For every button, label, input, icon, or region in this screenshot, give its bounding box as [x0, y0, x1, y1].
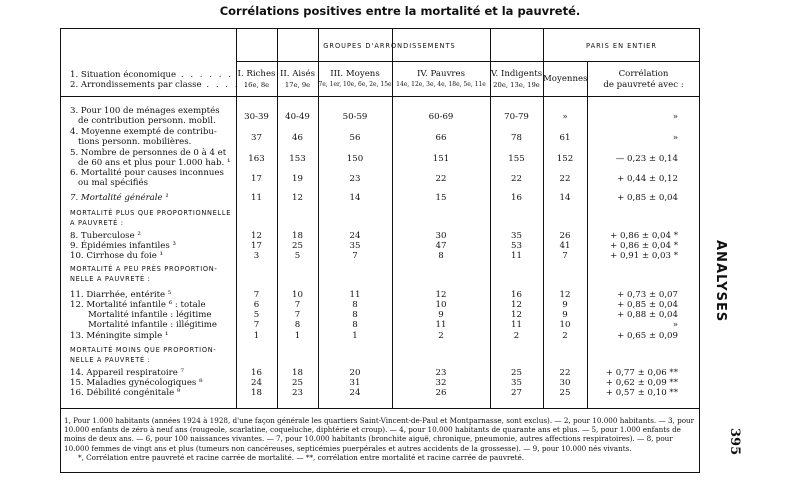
- row-label-cont: ou mal spécifiés: [78, 178, 148, 188]
- row-label: 13. Méningite simple ¹: [70, 331, 169, 341]
- row-label: 11. Diarrhée, entérite ⁵: [70, 290, 172, 300]
- header-bottom-rule: [60, 96, 700, 97]
- cell-value: 66: [435, 133, 447, 143]
- cell-value: 8: [352, 310, 358, 320]
- col-arr-riches: 16e, 8e: [243, 81, 270, 89]
- cell-value: 12: [435, 290, 447, 300]
- cell-value: 50-59: [342, 112, 368, 122]
- page-number: 395: [727, 428, 742, 456]
- cell-value: 19: [292, 174, 303, 184]
- row-label: 5. Nombre de personnes de 0 à 4 et: [70, 148, 227, 158]
- cell-correlation: + 0,44 ± 0,12: [617, 174, 678, 184]
- cell-value: 1: [253, 331, 260, 341]
- row-label-cont: de contribution personn. mobil.: [78, 116, 216, 126]
- cell-value: 25: [511, 368, 522, 378]
- cell-value: 35: [511, 378, 522, 388]
- cell-value: 18: [251, 388, 262, 398]
- row-label: 16. Débilité congénitale ⁹: [70, 388, 181, 398]
- col-arr-aises: 17e, 9e: [284, 81, 311, 89]
- section-heading-cont: A PAUVRETÉ :: [70, 219, 124, 227]
- row-label-arrondissements: 2. Arrondissements par classe . . . . .: [70, 80, 249, 90]
- cell-correlation: »: [672, 320, 678, 330]
- cell-value: 10: [435, 300, 447, 310]
- cell-value: 7: [253, 290, 260, 300]
- cell-moyenne: 10: [559, 320, 571, 330]
- cell-moyenne: 25: [559, 388, 571, 398]
- row-label-cont: tions personn. mobilières.: [78, 137, 192, 147]
- cell-value: 11: [511, 320, 522, 330]
- cell-correlation: + 0,91 ± 0,03 *: [610, 251, 678, 261]
- cell-correlation: + 0,62 ± 0,09 **: [605, 378, 678, 388]
- cell-value: 8: [438, 251, 444, 261]
- header-rule: [236, 61, 700, 62]
- footnote-main: 1, Pour 1.000 habitants (années 1924 à 1928, d'une façon générale les quartiers Saint-Vincent-de-Paul et Montparnasse, sont exclus). — 2, pour 10.000 habitants. — 3, pour 10.000 enfants de zéro à neuf ans (rougeole, scarlatine, coqueluche, diphtérie et croup). — 4, pour 10.000 habitants de quarante ans et plus. — 5, pour 1.000 enfants de moins de deux ans. — 6, pour 100 naissances vivantes. — 7, pour 10.000 habitants (bronchite aiguë, chronique, pneumonie, autres affections respiratoires). — 8, pour 10.000 femmes de vingt ans et plus (tumeurs non cancéreuses, septicémies puerpérales et autres accidents de la grossesse). — 9, pour 10.000 nés vivants.: [64, 416, 695, 453]
- footnotes: [64, 416, 696, 462]
- row-label-cont: de 60 ans et plus pour 1.000 hab. ¹: [78, 158, 231, 168]
- col-head-pauvres: IV. Pauvres: [416, 69, 466, 79]
- cell-value: 12: [511, 310, 522, 320]
- cell-value: 10: [292, 290, 303, 300]
- cell-value: 1: [352, 331, 358, 341]
- cell-moyenne: 7: [562, 251, 568, 261]
- cell-value: 30: [435, 231, 447, 241]
- cell-value: 2: [438, 331, 444, 341]
- cell-value: 60-69: [428, 112, 454, 122]
- cell-moyenne: 2: [562, 331, 568, 341]
- cell-moyenne: 12: [559, 290, 571, 300]
- col-arr-moyens: 7e, 1er, 10e, 6e, 2e, 15e: [318, 81, 392, 88]
- col-rule: [543, 28, 544, 408]
- cell-value: 35: [511, 231, 522, 241]
- cell-value: 23: [292, 388, 303, 398]
- cell-value: 20: [349, 368, 361, 378]
- cell-value: 5: [253, 310, 260, 320]
- paris-header: PARIS EN ENTIER: [586, 42, 657, 50]
- cell-value: 18: [292, 231, 303, 241]
- row-label: 8. Tuberculose ²: [70, 231, 141, 241]
- cell-moyenne: 22: [559, 368, 571, 378]
- row-label: 12. Mortalité infantile ⁶ : totale: [70, 300, 206, 310]
- cell-value: 16: [251, 368, 262, 378]
- cell-value: 16: [511, 290, 522, 300]
- row-label-situation: 1. Situation économique . . . . . .: [70, 70, 233, 80]
- cell-value: 26: [435, 388, 447, 398]
- cell-correlation: + 0,85 ± 0,04: [617, 300, 678, 310]
- col-head-riches: I. Riches: [237, 69, 276, 79]
- cell-value: 151: [432, 154, 450, 164]
- cell-value: 16: [511, 193, 522, 203]
- cell-value: 14: [349, 193, 361, 203]
- row-label: 15. Maladies gynécologiques ⁸: [70, 378, 203, 388]
- cell-value: 78: [511, 133, 522, 143]
- table-title: Corrélations positives entre la mortalité et la pauvreté.: [219, 4, 581, 18]
- groupes-header: GROUPES D'ARRONDISSEMENTS: [323, 42, 456, 50]
- row-label: 10. Cirrhose du foie ¹: [70, 251, 164, 261]
- cell-value: 22: [435, 174, 447, 184]
- col-head-correlation-sub: de pauvreté avec :: [603, 80, 684, 90]
- cell-moyenne: 9: [562, 310, 568, 320]
- col-arr-pauvres: 14e, 12e, 3e, 4e, 18e, 5e, 11e: [396, 81, 486, 88]
- cell-value: 22: [511, 174, 522, 184]
- cell-value: 8: [352, 300, 358, 310]
- cell-moyenne: 41: [559, 241, 571, 251]
- cell-value: 11: [251, 193, 262, 203]
- cell-value: 24: [349, 231, 361, 241]
- cell-value: 5: [294, 251, 301, 261]
- row-label: Mortalité infantile : illégitime: [88, 320, 217, 330]
- cell-value: 3: [253, 251, 260, 261]
- row-label: 4. Moyenne exempté de contribu-: [70, 127, 217, 137]
- cell-value: 12: [292, 193, 303, 203]
- cell-value: 18: [292, 368, 303, 378]
- cell-value: 15: [435, 193, 447, 203]
- cell-value: 7: [253, 320, 260, 330]
- col-head-aises: II. Aisés: [279, 69, 316, 79]
- cell-value: 23: [349, 174, 361, 184]
- cell-value: 7: [352, 251, 358, 261]
- cell-value: 153: [289, 154, 306, 164]
- cell-value: 7: [294, 310, 301, 320]
- notes-rule: [60, 408, 700, 409]
- cell-value: 163: [248, 154, 265, 164]
- section-heading: MORTALITÉ A PEU PRÈS PROPORTION-: [70, 265, 218, 273]
- row-label: 7. Mortalité générale ¹: [70, 193, 169, 203]
- cell-value: 11: [349, 290, 361, 300]
- cell-value: 1: [294, 331, 301, 341]
- cell-moyenne: 30: [559, 378, 571, 388]
- cell-value: 17: [251, 174, 262, 184]
- cell-value: 25: [292, 378, 303, 388]
- cell-correlation: + 0,85 ± 0,04: [617, 193, 678, 203]
- cell-value: 8: [352, 320, 358, 330]
- cell-value: 35: [349, 241, 361, 251]
- section-heading: MORTALITÉ PLUS QUE PROPORTIONNELLE: [70, 209, 232, 217]
- cell-correlation: »: [672, 112, 678, 122]
- col-head-correlation: Corrélation: [618, 69, 669, 79]
- section-heading-cont: NELLE A PAUVRETÉ :: [70, 275, 151, 283]
- cell-moyenne: 9: [562, 300, 568, 310]
- section-heading-cont: NELLE A PAUVRETÉ :: [70, 356, 151, 364]
- cell-value: 25: [292, 241, 303, 251]
- cell-value: 47: [435, 241, 447, 251]
- cell-value: 12: [511, 300, 522, 310]
- cell-value: 11: [511, 251, 522, 261]
- cell-value: 31: [349, 378, 361, 388]
- row-label: 14. Appareil respiratoire ⁷: [70, 368, 184, 378]
- cell-value: 27: [511, 388, 522, 398]
- cell-value: 40-49: [285, 112, 310, 122]
- cell-value: 56: [349, 133, 361, 143]
- row-label: 6. Mortalité pour causes inconnues: [70, 168, 224, 178]
- cell-correlation: »: [672, 133, 678, 143]
- cell-value: 8: [294, 320, 301, 330]
- footnote-stars: *, Corrélation entre pauvreté et racine carrée de mortalité. — **, corrélation entre mortalité et racine carrée de pauvreté.: [78, 452, 525, 462]
- col-head-indigents: V. Indigents: [490, 69, 543, 79]
- cell-correlation: + 0,73 ± 0,07: [617, 290, 678, 300]
- cell-correlation: + 0,65 ± 0,09: [617, 331, 678, 341]
- cell-moyenne: 61: [559, 133, 571, 143]
- col-head-moyennes: Moyennes: [543, 74, 588, 84]
- cell-value: 32: [435, 378, 447, 388]
- cell-value: 12: [251, 231, 262, 241]
- cell-correlation: + 0,57 ± 0,10 **: [605, 388, 678, 398]
- cell-moyenne: 22: [559, 174, 571, 184]
- cell-value: 24: [251, 378, 262, 388]
- cell-correlation: + 0,77 ± 0,06 **: [605, 368, 678, 378]
- cell-value: 150: [346, 154, 364, 164]
- col-head-moyens: III. Moyens: [330, 69, 380, 79]
- cell-value: 6: [253, 300, 260, 310]
- side-label: ANALYSES: [713, 240, 728, 323]
- cell-correlation: + 0,86 ± 0,04 *: [610, 241, 678, 251]
- cell-value: 11: [435, 320, 447, 330]
- row-label: 3. Pour 100 de ménages exemptés: [70, 106, 220, 116]
- cell-value: 70-79: [504, 112, 529, 122]
- cell-value: 23: [435, 368, 447, 378]
- cell-value: 17: [251, 241, 262, 251]
- cell-value: 155: [508, 154, 525, 164]
- cell-value: 53: [511, 241, 522, 251]
- cell-correlation: + 0,88 ± 0,04: [617, 310, 678, 320]
- cell-moyenne: 14: [559, 193, 571, 203]
- cell-value: 30-39: [244, 112, 269, 122]
- cell-moyenne: 26: [559, 231, 571, 241]
- cell-value: 2: [513, 331, 520, 341]
- cell-value: 37: [251, 133, 262, 143]
- cell-value: 24: [349, 388, 361, 398]
- cell-correlation: — 0,23 ± 0,14: [615, 154, 678, 164]
- cell-value: 46: [292, 133, 303, 143]
- section-heading: MORTALITÉ MOINS QUE PROPORTION-: [70, 346, 217, 354]
- cell-value: 7: [294, 300, 301, 310]
- row-label: Mortalité infantile : légitime: [88, 310, 212, 320]
- cell-moyenne: »: [562, 112, 568, 122]
- row-label: 9. Épidémies infantiles ³: [70, 241, 176, 251]
- cell-correlation: + 0,86 ± 0,04 *: [610, 231, 678, 241]
- cell-moyenne: 152: [556, 154, 574, 164]
- col-arr-indigents: 20e, 13e, 19e: [493, 81, 540, 89]
- cell-value: 9: [438, 310, 444, 320]
